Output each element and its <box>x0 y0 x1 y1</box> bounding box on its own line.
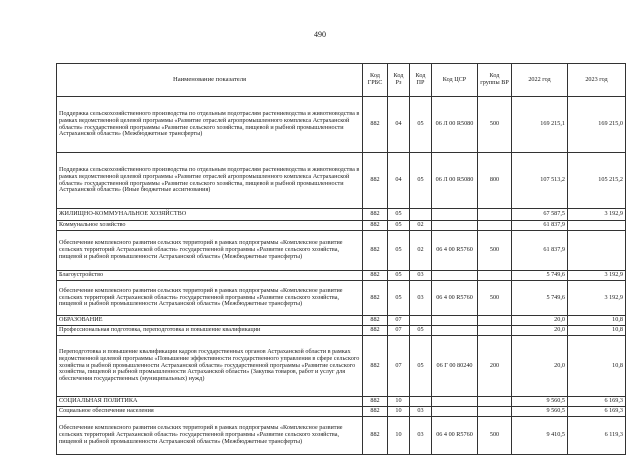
cell-name: Обеспечение комплексного развития сельских территорий в рамках подпрограммы «Комплексное развитие сельских территорий Астраханской области» государственной программы «Развитие сельского хозяйства, пищевой и рыбной промышленности Астраханской области» (Межбюджетные трансферты) <box>57 417 363 455</box>
cell-csr: 06 Л 00 R5080 <box>432 153 478 209</box>
cell-2023: 3 192,9 <box>568 271 626 281</box>
cell-name: Поддержка сельскохозяйственного производства по отдельным подотраслям растениеводства и животноводства в рамках ведомственной целевой программы «Развитие отраслей агропромышленного комплекса Астраханской области» государственной программы «Развитие сельского хозяйства, пищевой и рыбной промышленности Астраханской области» (Межбюджетные трансферты) <box>57 97 363 153</box>
cell-csr <box>432 316 478 326</box>
page-number: 490 <box>314 30 326 39</box>
cell-grbs: 882 <box>363 407 388 417</box>
cell-vr <box>478 326 512 336</box>
cell-2023: 105 215,2 <box>568 153 626 209</box>
cell-pr: 03 <box>410 417 432 455</box>
cell-grbs: 882 <box>363 417 388 455</box>
cell-2022: 169 215,1 <box>512 97 568 153</box>
cell-rz: 10 <box>388 417 410 455</box>
cell-2022: 9 410,5 <box>512 417 568 455</box>
cell-pr <box>410 397 432 407</box>
header-csr: Код ЦСР <box>432 64 478 97</box>
cell-pr <box>410 209 432 221</box>
cell-grbs: 882 <box>363 281 388 316</box>
cell-2022: 107 513,2 <box>512 153 568 209</box>
cell-name: ОБРАЗОВАНИЕ <box>57 316 363 326</box>
header-grbs: Код ГРБС <box>363 64 388 97</box>
cell-csr <box>432 326 478 336</box>
cell-name: Переподготовка и повышение квалификации кадров государственных органов Астраханской области в рамках ведомственной целевой программы «Повышение эффективности государственного управления в сфере сельского хозяйства и рыбной промышленности Астраханской области» государственной программы «Развитие сельского хозяйства, пищевой и рыбной промышленности Астраханской области» (Закупка товаров, работ и услуг для обеспечения государственных (муниципальных) нужд) <box>57 336 363 397</box>
table-row <box>57 221 626 231</box>
table-row <box>57 153 626 209</box>
table-row <box>57 97 626 153</box>
cell-2023: 3 192,9 <box>568 209 626 221</box>
cell-csr: 06 4 00 R5760 <box>432 417 478 455</box>
cell-rz: 05 <box>388 221 410 231</box>
cell-csr <box>432 271 478 281</box>
cell-grbs: 882 <box>363 209 388 221</box>
cell-csr <box>432 407 478 417</box>
cell-csr <box>432 221 478 231</box>
cell-2023: 10,8 <box>568 336 626 397</box>
header-2023: 2023 год <box>568 64 626 97</box>
cell-2022: 61 837,9 <box>512 221 568 231</box>
cell-2022: 67 587,5 <box>512 209 568 221</box>
cell-vr <box>478 316 512 326</box>
cell-2023 <box>568 231 626 271</box>
table-row <box>57 271 626 281</box>
cell-2023: 6 119,3 <box>568 417 626 455</box>
table-row <box>57 281 626 316</box>
cell-2022: 20,0 <box>512 316 568 326</box>
cell-2022: 5 749,6 <box>512 271 568 281</box>
header-rz: Код Рз <box>388 64 410 97</box>
cell-csr: 06 Л 00 R5080 <box>432 97 478 153</box>
cell-2023: 6 169,3 <box>568 397 626 407</box>
cell-2022: 61 837,9 <box>512 231 568 271</box>
cell-rz: 10 <box>388 407 410 417</box>
cell-csr: 06 4 00 R5760 <box>432 281 478 316</box>
table-row <box>57 231 626 271</box>
cell-csr: 06 Г 00 80240 <box>432 336 478 397</box>
cell-grbs: 882 <box>363 97 388 153</box>
cell-2023: 169 215,0 <box>568 97 626 153</box>
cell-rz: 05 <box>388 271 410 281</box>
cell-vr <box>478 221 512 231</box>
cell-name: ЖИЛИЩНО-КОММУНАЛЬНОЕ ХОЗЯЙСТВО <box>57 209 363 221</box>
cell-pr: 03 <box>410 271 432 281</box>
cell-name: Поддержка сельскохозяйственного производства по отдельным подотраслям растениеводства и животноводства в рамках ведомственной целевой программы «Развитие отраслей агропромышленного комплекса Астраханской области» государственной программы «Развитие сельского хозяйства, пищевой и рыбной промышленности Астраханской области» (Иные бюджетные ассигнования) <box>57 153 363 209</box>
cell-vr: 500 <box>478 231 512 271</box>
cell-grbs: 882 <box>363 326 388 336</box>
cell-name: Профессиональная подготовка, переподготовка и повышение квалификации <box>57 326 363 336</box>
cell-rz: 05 <box>388 231 410 271</box>
table-row <box>57 316 626 326</box>
cell-pr <box>410 316 432 326</box>
cell-vr: 500 <box>478 417 512 455</box>
header-name: Наименование показателя <box>57 64 363 97</box>
cell-2022: 9 560,5 <box>512 407 568 417</box>
cell-name: Обеспечение комплексного развития сельских территорий в рамках подпрограммы «Комплексное развитие сельских территорий Астраханской области» государственной программы «Развитие сельского хозяйства, пищевой и рыбной промышленности Астраханской области» (Межбюджетные трансферты) <box>57 231 363 271</box>
cell-rz: 05 <box>388 281 410 316</box>
cell-csr <box>432 397 478 407</box>
table-row <box>57 336 626 397</box>
cell-csr: 06 4 00 R5760 <box>432 231 478 271</box>
cell-2022: 5 749,6 <box>512 281 568 316</box>
cell-vr <box>478 209 512 221</box>
cell-grbs: 882 <box>363 221 388 231</box>
table-row <box>57 209 626 221</box>
table-row <box>57 326 626 336</box>
cell-name: Обеспечение комплексного развития сельских территорий в рамках подпрограммы «Комплексное развитие сельских территорий Астраханской области» государственной программы «Развитие сельского хозяйства, пищевой и рыбной промышленности Астраханской области» (Межбюджетные трансферты) <box>57 281 363 316</box>
cell-vr: 500 <box>478 97 512 153</box>
table-row <box>57 397 626 407</box>
cell-vr <box>478 271 512 281</box>
cell-2022: 20,0 <box>512 326 568 336</box>
cell-vr: 800 <box>478 153 512 209</box>
cell-pr: 02 <box>410 221 432 231</box>
budget-table <box>56 63 626 455</box>
cell-vr: 200 <box>478 336 512 397</box>
cell-2022: 20,0 <box>512 336 568 397</box>
cell-pr: 03 <box>410 281 432 316</box>
cell-2022: 9 560,5 <box>512 397 568 407</box>
cell-rz: 07 <box>388 326 410 336</box>
cell-pr: 02 <box>410 231 432 271</box>
cell-vr <box>478 397 512 407</box>
cell-rz: 07 <box>388 316 410 326</box>
cell-rz: 05 <box>388 209 410 221</box>
cell-rz: 04 <box>388 153 410 209</box>
cell-2023: 10,8 <box>568 316 626 326</box>
cell-2023: 3 192,9 <box>568 281 626 316</box>
cell-name: Коммунальное хозяйство <box>57 221 363 231</box>
header-vr: Код группы ВР <box>478 64 512 97</box>
cell-grbs: 882 <box>363 336 388 397</box>
cell-grbs: 882 <box>363 271 388 281</box>
cell-rz: 04 <box>388 97 410 153</box>
cell-pr: 05 <box>410 336 432 397</box>
table-row <box>57 417 626 455</box>
table-body <box>57 97 626 455</box>
header-pr: Код ПР <box>410 64 432 97</box>
cell-rz: 10 <box>388 397 410 407</box>
cell-name: СОЦИАЛЬНАЯ ПОЛИТИКА <box>57 397 363 407</box>
cell-rz: 07 <box>388 336 410 397</box>
cell-grbs: 882 <box>363 316 388 326</box>
header-2022: 2022 год <box>512 64 568 97</box>
cell-pr: 05 <box>410 153 432 209</box>
cell-pr: 05 <box>410 326 432 336</box>
cell-name: Благоустройство <box>57 271 363 281</box>
cell-csr <box>432 209 478 221</box>
cell-grbs: 882 <box>363 231 388 271</box>
table-header-row <box>57 64 626 97</box>
cell-vr <box>478 407 512 417</box>
cell-grbs: 882 <box>363 153 388 209</box>
cell-pr: 03 <box>410 407 432 417</box>
cell-2023 <box>568 221 626 231</box>
cell-name: Социальное обеспечение населения <box>57 407 363 417</box>
cell-2023: 10,8 <box>568 326 626 336</box>
table-row <box>57 407 626 417</box>
cell-vr: 500 <box>478 281 512 316</box>
cell-pr: 05 <box>410 97 432 153</box>
cell-grbs: 882 <box>363 397 388 407</box>
cell-2023: 6 169,3 <box>568 407 626 417</box>
